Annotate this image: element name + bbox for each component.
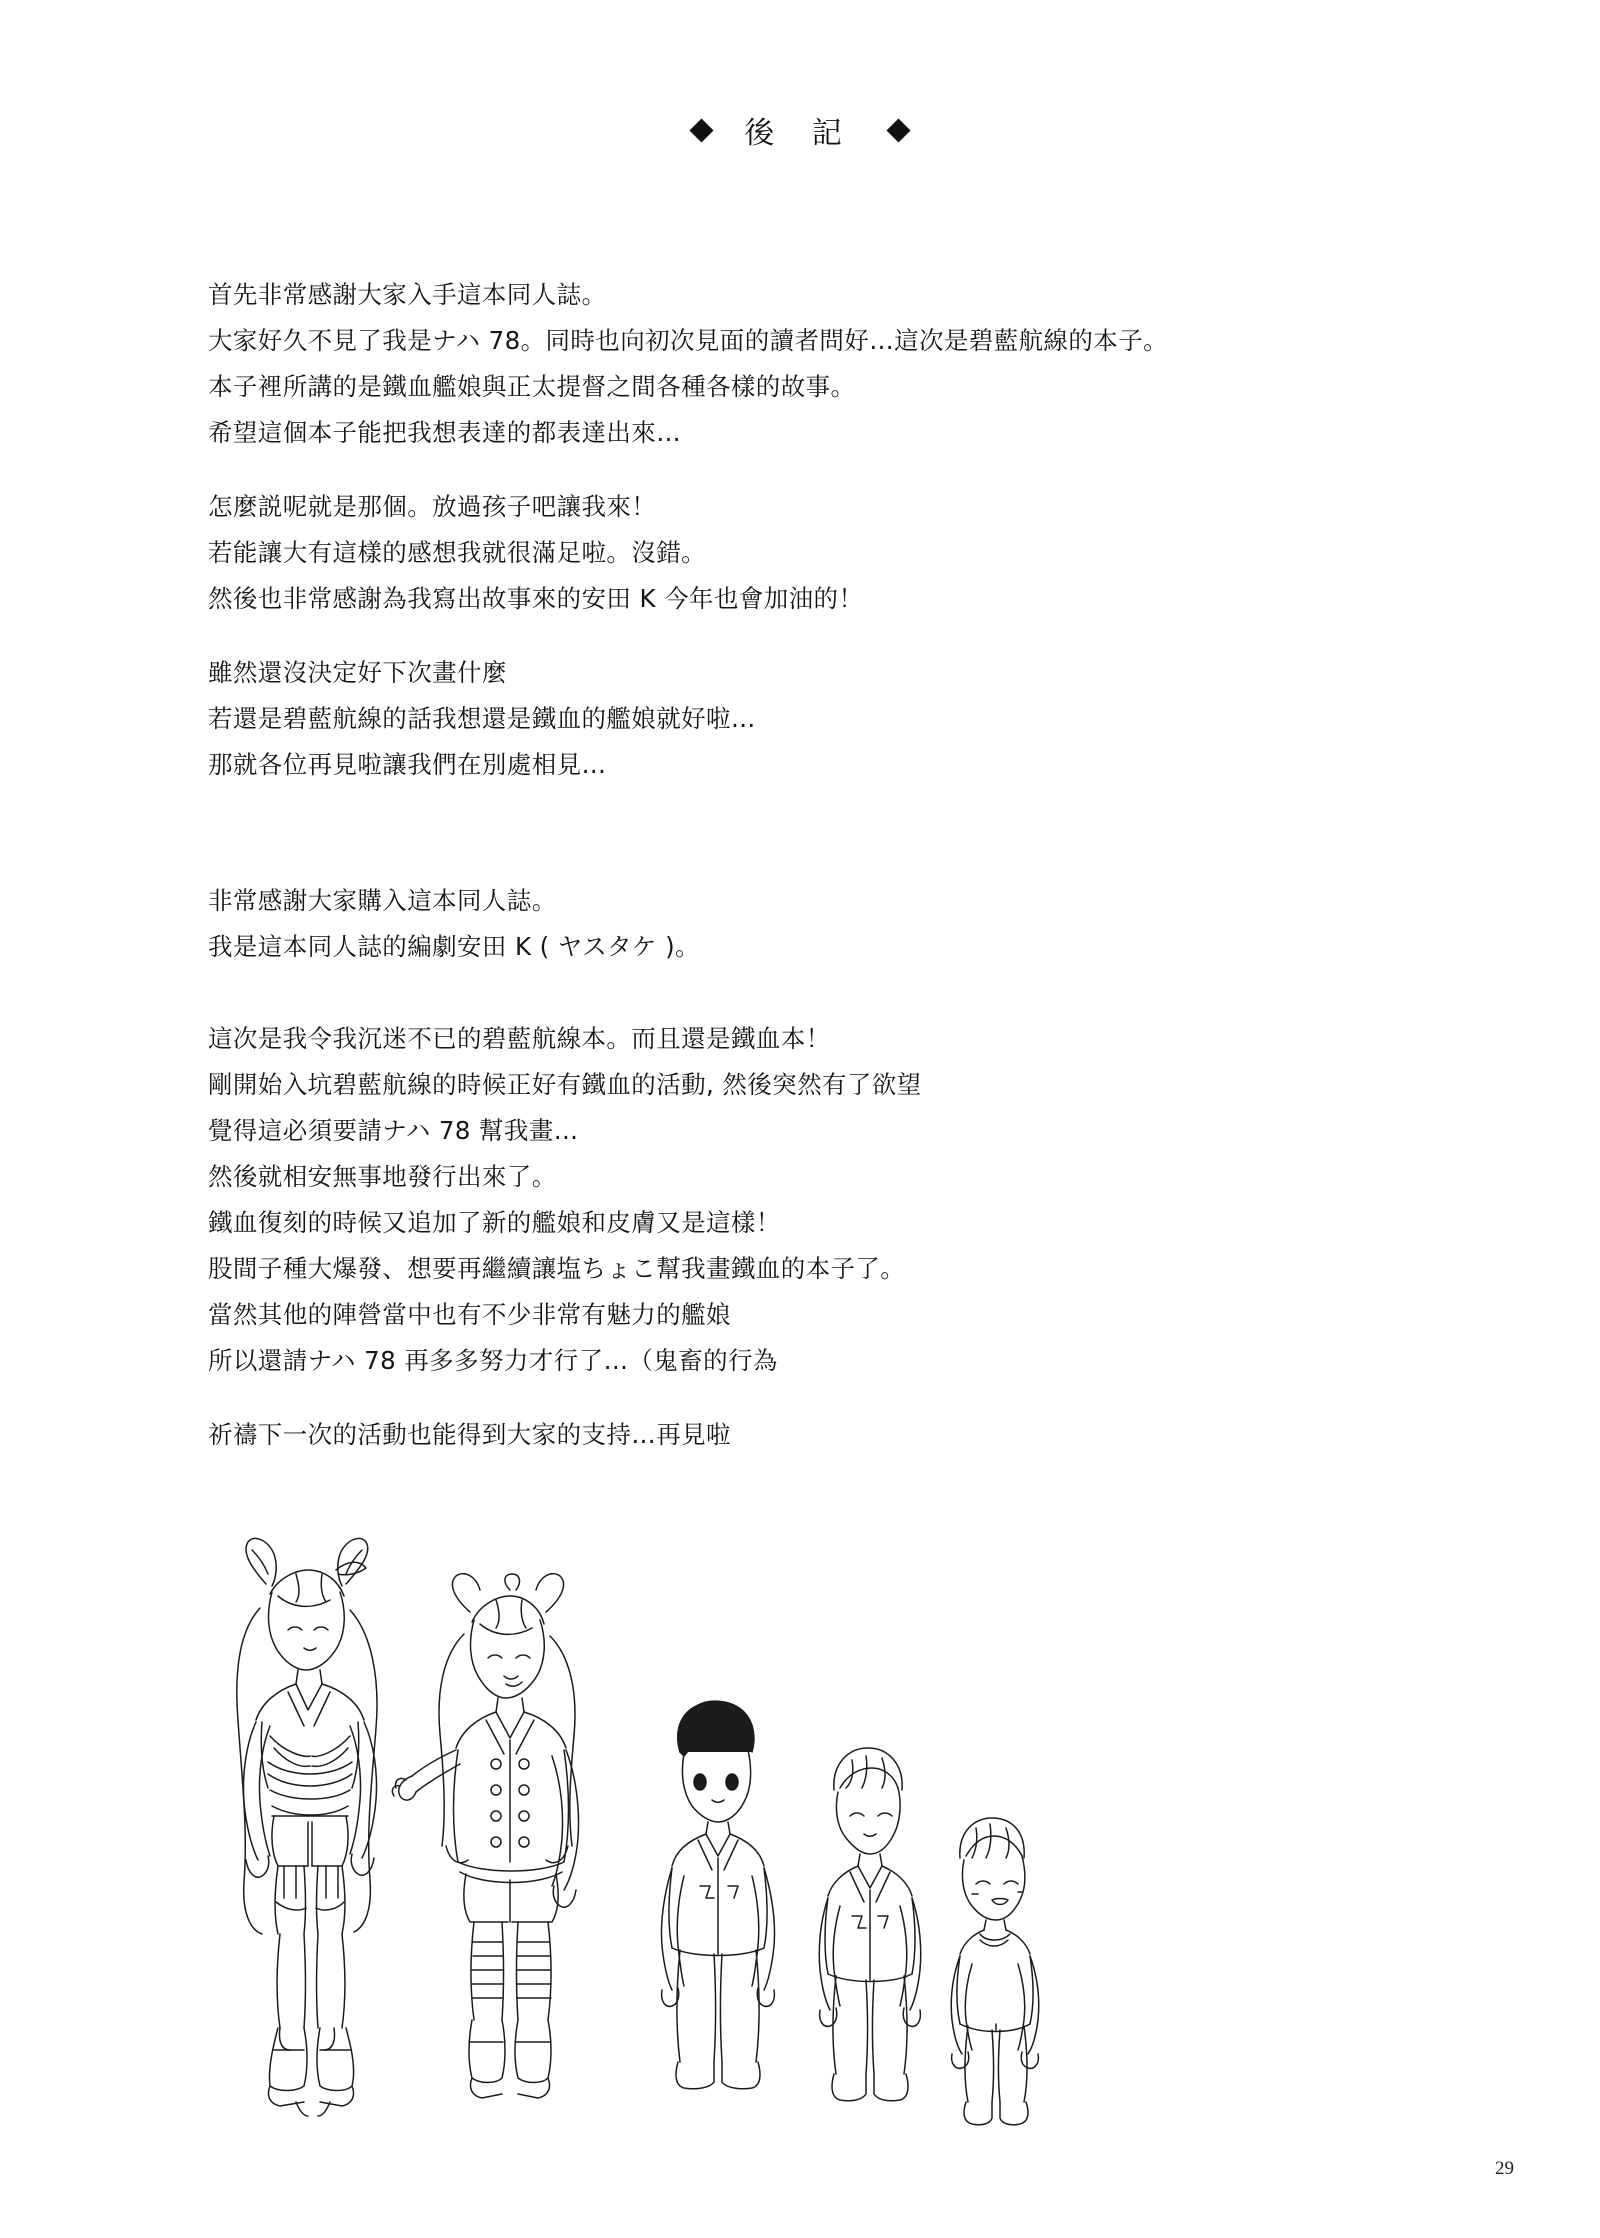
page-title-row (0, 108, 1600, 152)
text-line: 那就各位再見啦讓我們在別處相見… (208, 750, 607, 779)
paragraph-5 (208, 1016, 1438, 1384)
text-line: 我是這本同人誌的編劇安田 K ( ヤスタケ )。 (208, 932, 700, 961)
paragraph-4 (208, 878, 1438, 970)
text-line: 怎麼説呢就是那個。放過孩子吧讓我來！ (208, 492, 657, 521)
text-line: 覺得這必須要請ナハ 78 幫我畫… (208, 1116, 579, 1145)
text-line: 當然其他的陣營當中也有不少非常有魅力的艦娘 (208, 1300, 731, 1329)
text-line: 然後就相安無事地發行出來了。 (208, 1162, 557, 1191)
text-line: 大家好久不見了我是ナハ 78。同時也向初次見面的讀者問好…這次是碧藍航線的本子。 (208, 326, 1168, 355)
text-line: 首先非常感謝大家入手這本同人誌。 (208, 280, 607, 309)
page-title: 後 記 (744, 116, 856, 151)
paragraph-3 (208, 650, 1438, 788)
light-hair-boy-character (800, 1730, 940, 2130)
text-line: 剛開始入坑碧藍航線的時候正好有鐵血的活動, 然後突然有了欲望 (208, 1070, 922, 1099)
paragraph-1 (208, 272, 1438, 456)
paragraph-2 (208, 484, 1438, 622)
text-line: 祈禱下一次的活動也能得到大家的支持…再見啦 (208, 1420, 731, 1449)
text-line: 所以還請ナハ 78 再多多努力才行了…（鬼畜的行為 (208, 1346, 778, 1375)
text-line: 若還是碧藍航線的話我想還是鐵血的艦娘就好啦… (208, 704, 756, 733)
small-child-character (930, 1800, 1060, 2130)
text-line: 雖然還沒決定好下次畫什麼 (208, 658, 507, 687)
page-number: 29 (1495, 2158, 1514, 2179)
text-line: 本子裡所講的是鐵血艦娘與正太提督之間各種各樣的故事。 (208, 372, 856, 401)
dark-hair-boy-character (640, 1690, 790, 2130)
diamond-icon-right (886, 118, 910, 142)
text-line: 非常感謝大家購入這本同人誌。 (208, 886, 557, 915)
section-spacer (208, 998, 1438, 1016)
section-spacer (208, 816, 1438, 878)
text-line: 希望這個本子能把我想表達的都表達出來… (208, 418, 682, 447)
diamond-icon-left (690, 118, 714, 142)
text-line: 然後也非常感謝為我寫出故事來的安田 K 今年也會加油的！ (208, 584, 864, 613)
illustration-group (200, 1430, 1440, 2130)
second-twin-tail-character (390, 1550, 630, 2130)
text-line: 鐵血復刻的時候又追加了新的艦娘和皮膚又是這樣！ (208, 1208, 781, 1237)
text-line: 若能讓大有這樣的感想我就很滿足啦。沒錯。 (208, 538, 706, 567)
text-line: 股間子種大爆發、想要再繼續讓塩ちょこ幫我畫鐵血的本子了。 (208, 1254, 906, 1283)
afterword-body (208, 272, 1438, 1458)
text-line: 這次是我令我沉迷不已的碧藍航線本。而且還是鐵血本！ (208, 1024, 831, 1053)
